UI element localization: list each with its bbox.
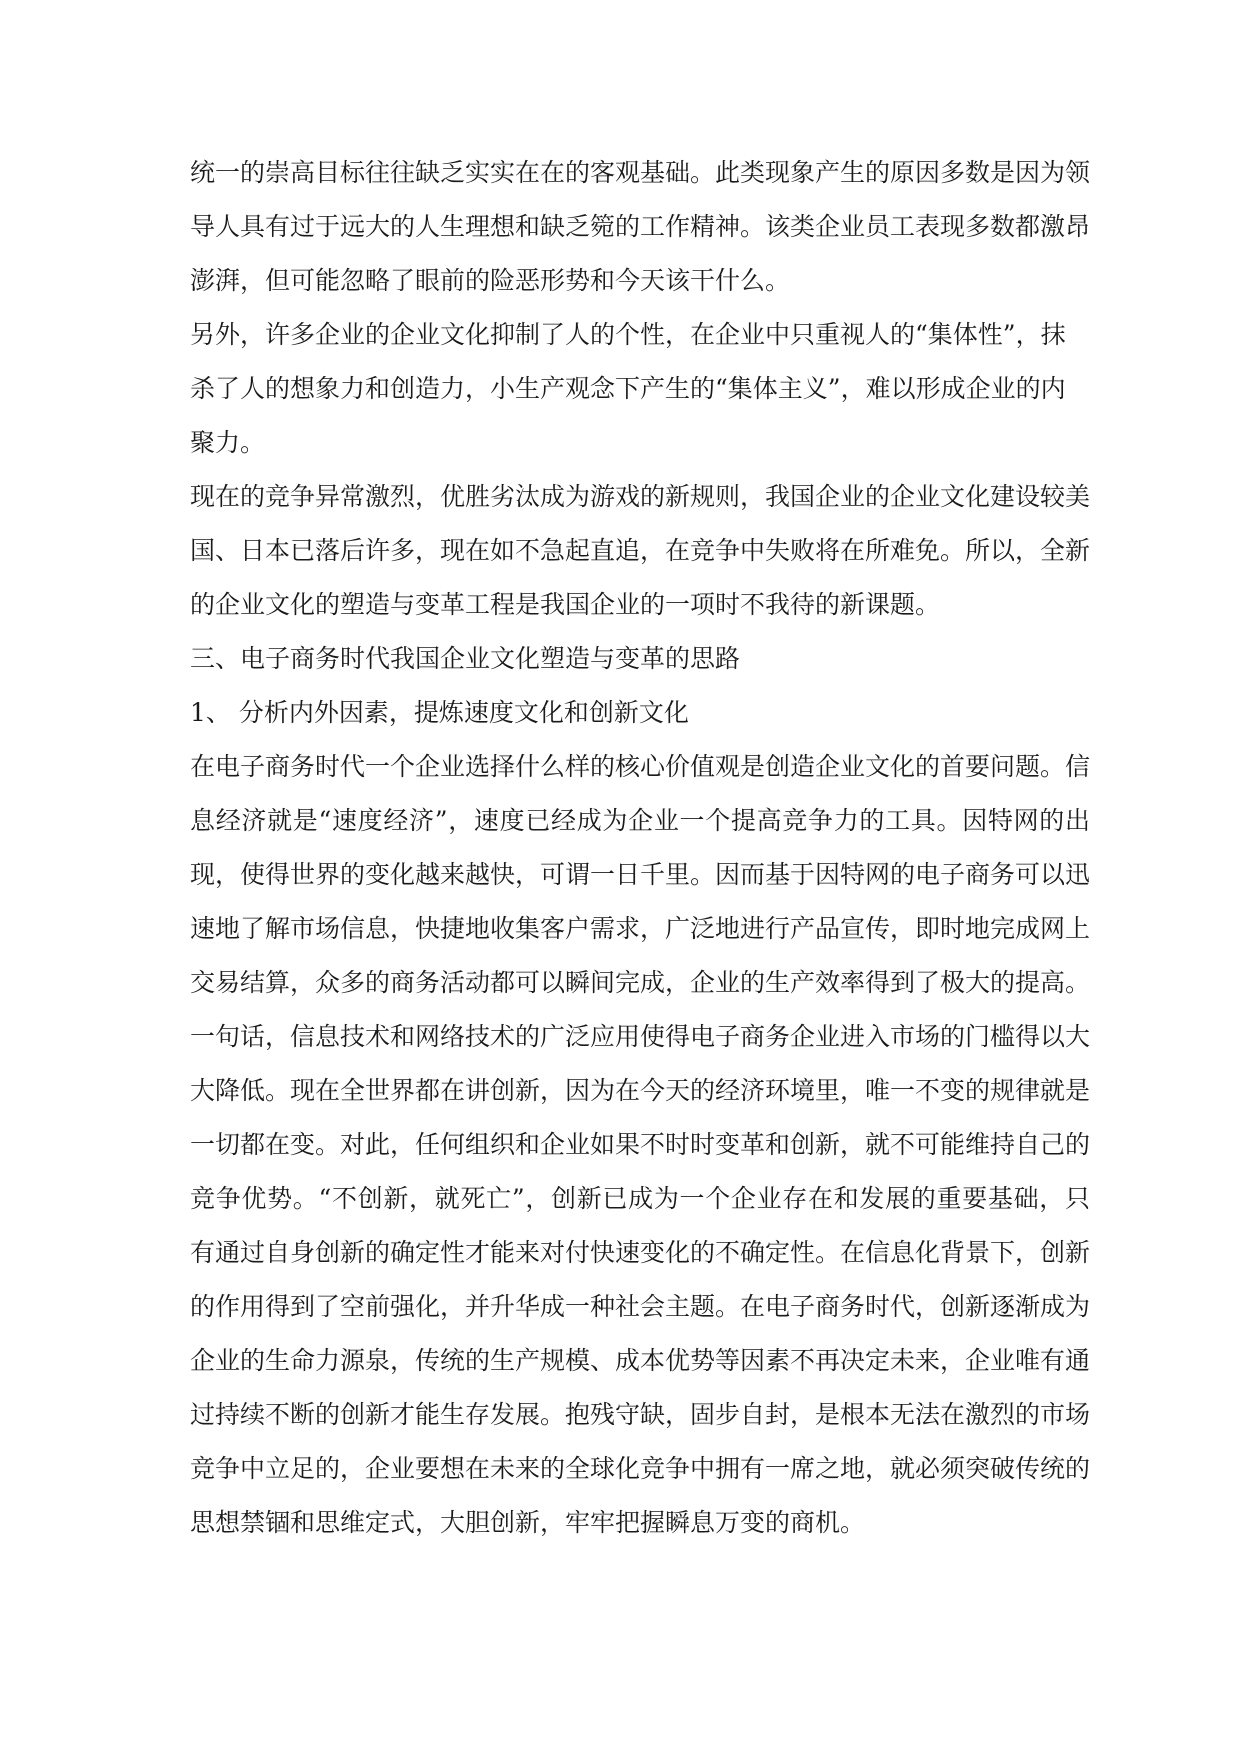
body-text	[190, 146, 1090, 1550]
subsection-heading: 1、 分析内外因素，提炼速度文化和创新文化	[190, 698, 689, 727]
text-line: 国、日本已落后许多，现在如不急起直追，在竞争中失败将在所难免。所以，全新	[190, 536, 1090, 565]
text-line: 的企业文化的塑造与变革工程是我国企业的一项时不我待的新课题。	[190, 590, 941, 619]
text-line: 一切都在变。对此，任何组织和企业如果不时时变革和创新，就不可能维持自己的	[190, 1130, 1090, 1159]
text-line: 的作用得到了空前强化，并升华成一种社会主题。在电子商务时代，创新逐渐成为	[190, 1292, 1090, 1321]
text-line: 交易结算，众多的商务活动都可以瞬间完成，企业的生产效率得到了极大的提高。	[190, 968, 1090, 997]
text-line: 速地了解市场信息，快捷地收集客户需求，广泛地进行产品宣传，即时地完成网上	[190, 914, 1090, 943]
text-line: 竞争中立足的，企业要想在未来的全球化竞争中拥有一席之地，就必须突破传统的	[190, 1454, 1090, 1483]
text-line: 思想禁锢和思维定式，大胆创新，牢牢把握瞬息万变的商机。	[190, 1508, 866, 1537]
text-line: 现，使得世界的变化越来越快，可谓一日千里。因而基于因特网的电子商务可以迅	[190, 860, 1090, 889]
text-line: 企业的生命力源泉，传统的生产规模、成本优势等因素不再决定未来，企业唯有通	[190, 1346, 1090, 1375]
text-line: 杀了人的想象力和创造力，小生产观念下产生的“集体主义”，难以形成企业的内	[190, 374, 1066, 403]
text-line: 现在的竞争异常激烈，优胜劣汰成为游戏的新规则，我国企业的企业文化建设较美	[190, 482, 1090, 511]
text-line: 另外，许多企业的企业文化抑制了人的个性，在企业中只重视人的“集体性”，抹	[190, 320, 1066, 349]
text-line: 竞争优势。“不创新，就死亡”，创新已成为一个企业存在和发展的重要基础，只	[190, 1184, 1090, 1213]
text-line: 在电子商务时代一个企业选择什么样的核心价值观是创造企业文化的首要问题。信	[190, 752, 1090, 781]
text-line: 一句话，信息技术和网络技术的广泛应用使得电子商务企业进入市场的门槛得以大	[190, 1022, 1090, 1051]
text-line: 导人具有过于远大的人生理想和缺乏箢的工作精神。该类企业员工表现多数都激昂	[190, 212, 1090, 241]
text-line: 澎湃，但可能忽略了眼前的险恶形势和今天该干什么。	[190, 266, 791, 295]
text-line: 有通过自身创新的确定性才能来对付快速变化的不确定性。在信息化背景下，创新	[190, 1238, 1090, 1267]
text-line: 过持续不断的创新才能生存发展。抱残守缺，固步自封，是根本无法在激烈的市场	[190, 1400, 1090, 1429]
text-line: 大降低。现在全世界都在讲创新，因为在今天的经济环境里，唯一不变的规律就是	[190, 1076, 1090, 1105]
text-line: 统一的崇高目标往往缺乏实实在在的客观基础。此类现象产生的原因多数是因为领	[190, 158, 1090, 187]
text-line: 息经济就是“速度经济”，速度已经成为企业一个提高竞争力的工具。因特网的出	[190, 806, 1090, 835]
section-heading: 三、电子商务时代我国企业文化塑造与变革的思路	[190, 644, 741, 673]
text-line: 聚力。	[190, 428, 266, 457]
